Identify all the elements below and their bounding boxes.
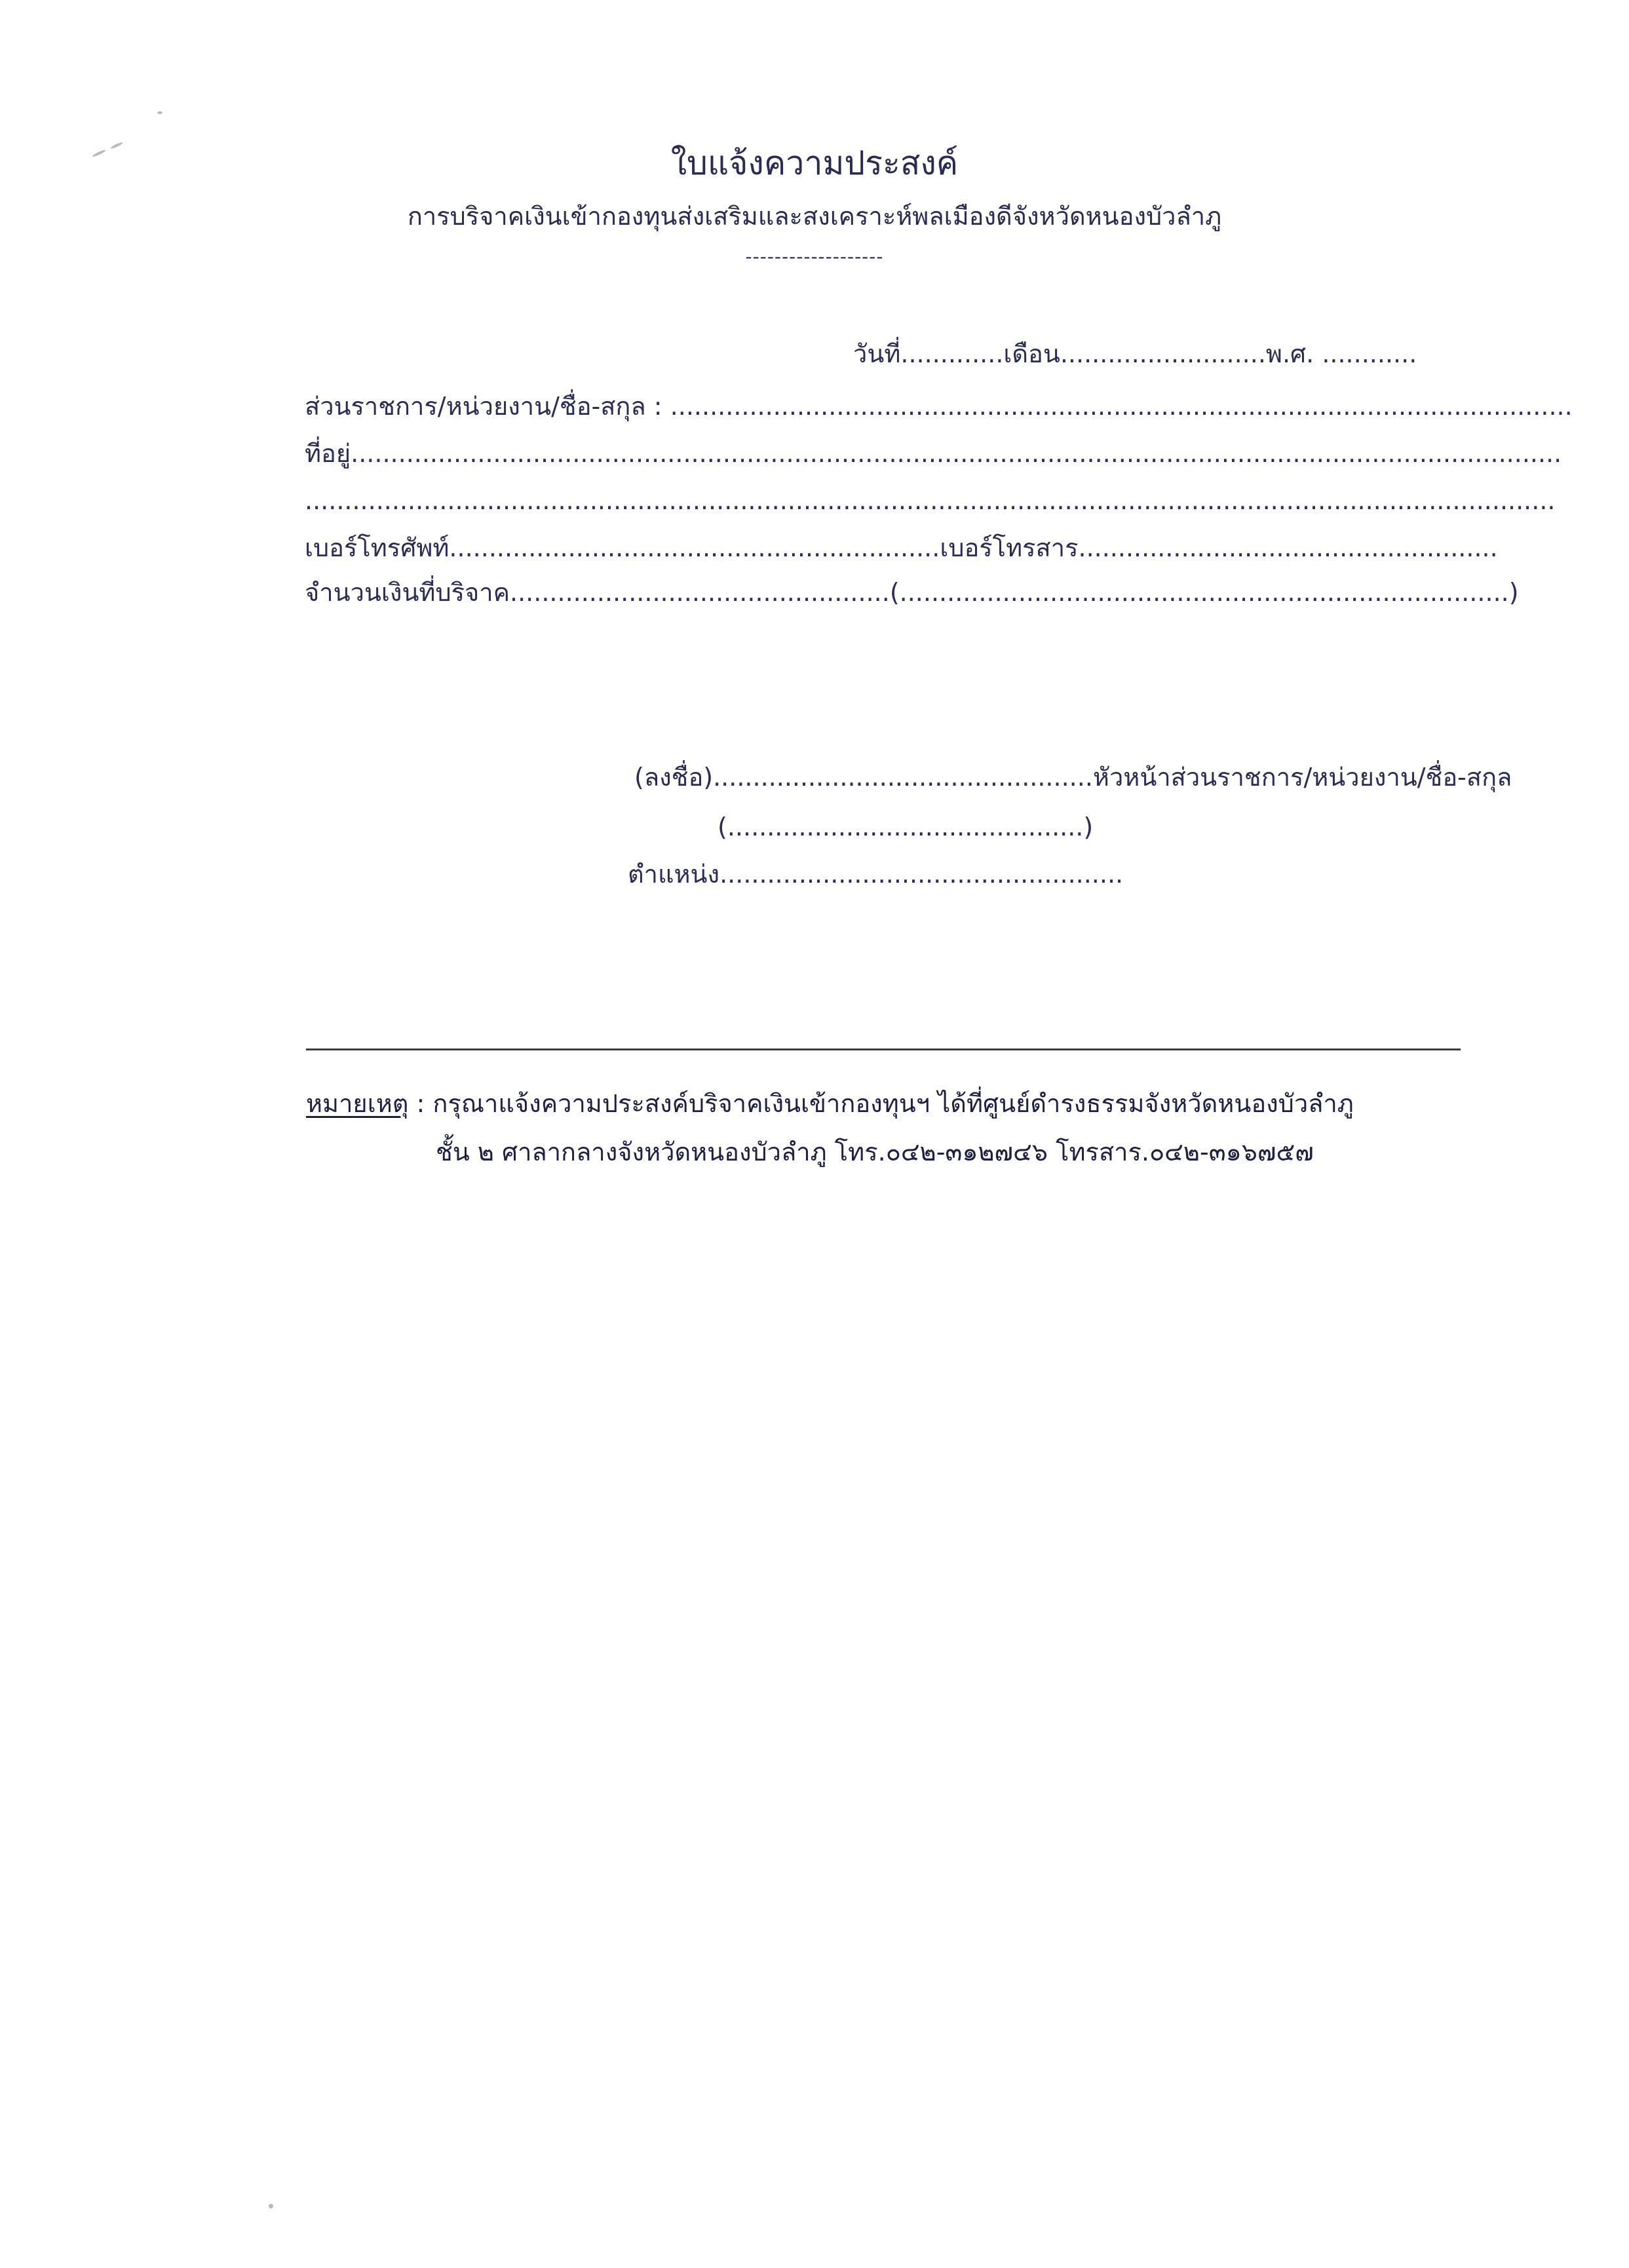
note-text-1: : กรุณาแจ้งความประสงค์บริจาคเงินเข้ากองทุนฯ ได้ที่ศูนย์ดำรงธรรมจังหวัดหนองบัวลำภู — [408, 1089, 1354, 1118]
signature-field[interactable]: (ลงชื่อ)................................................หัวหน้าส่วนราชการ/หน่วยงาน/ชื่อ-สกุล — [634, 763, 1512, 792]
note-label: หมายเหตุ — [306, 1089, 409, 1118]
scan-mark — [157, 111, 163, 114]
title-rule: ------------------- — [745, 246, 884, 267]
form-title: ใบแจ้งความประสงค์ — [670, 144, 959, 182]
phone-fax-field[interactable]: เบอร์โทรศัพท์..............................................................เบอร์โทรสาร..................................................... — [305, 533, 1498, 562]
note-line-2: ชั้น ๒ ศาลากลางจังหวัดหนองบัวลำภู โทร.๐๔๒-๓๑๒๗๔๖ โทรสาร.๐๔๒-๓๑๖๗๕๗ — [436, 1138, 1314, 1166]
note-line-1 — [306, 1085, 1354, 1122]
date-field[interactable]: วันที่.............เดือน..........................พ.ศ. ............ — [853, 339, 1417, 368]
note-divider — [306, 1048, 1461, 1050]
signer-name-field[interactable]: (.............................................) — [718, 813, 1094, 841]
donation-amount-field[interactable]: จำนวนเงินที่บริจาค................................................(.............................................................................) — [305, 578, 1519, 607]
agency-name-field[interactable]: ส่วนราชการ/หน่วยงาน/ชื่อ-สกุล : .................................................................................................................. — [305, 392, 1573, 421]
address-field[interactable]: ที่อยู่......................................................................................................................................................... — [305, 439, 1562, 468]
signer-position-field[interactable]: ตำแหน่ง................................................... — [628, 860, 1124, 889]
address-field-continued[interactable]: .............................................................................................................................................................. — [305, 486, 1556, 515]
form-subtitle: การบริจาคเงินเข้ากองทุนส่งเสริมและสงเคราะห์พลเมืองดีจังหวัดหนองบัวลำภู — [407, 202, 1222, 231]
scan-mark — [269, 2204, 273, 2208]
